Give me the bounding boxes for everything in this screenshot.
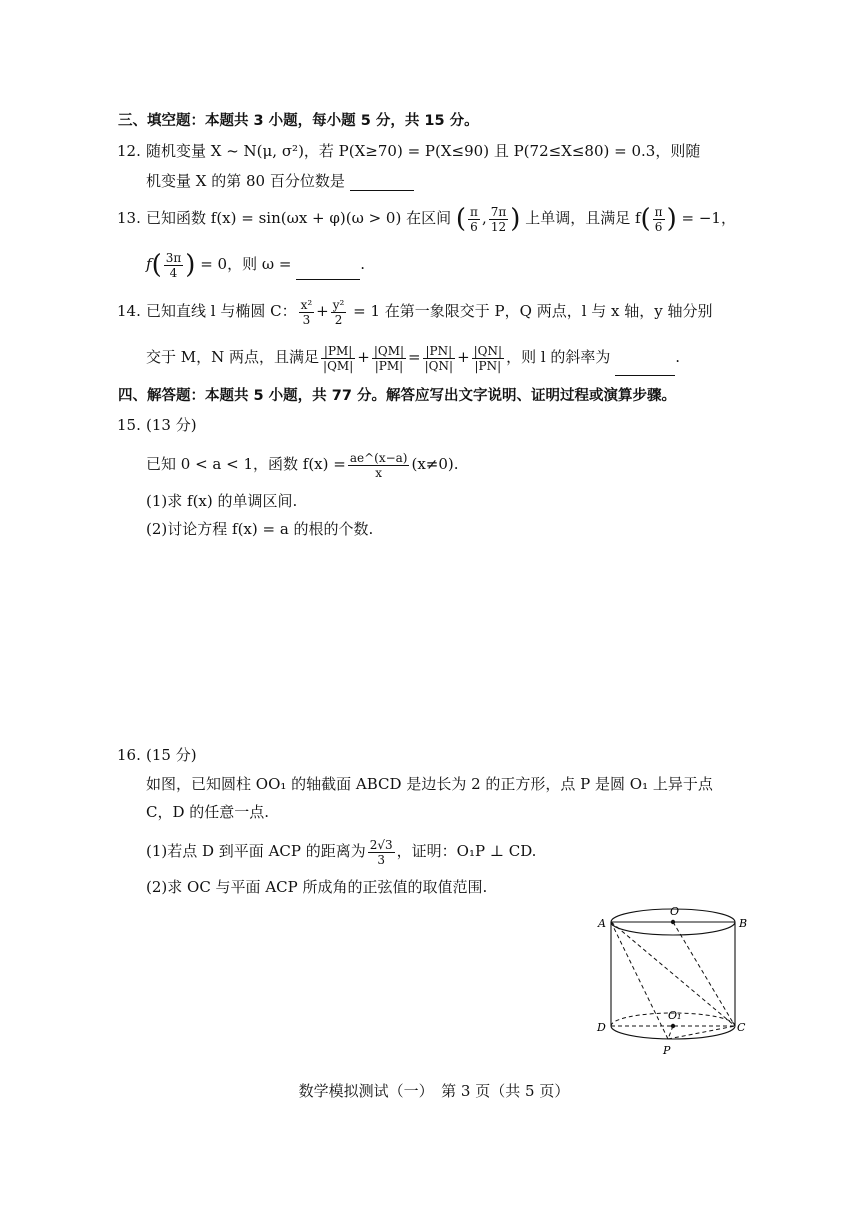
q15-part1: (1)求 f(x) 的单调区间.: [146, 492, 298, 510]
q13-cond1-den: 6: [654, 219, 663, 234]
q13-interval-left-den: 6: [470, 219, 478, 234]
q13-interval-right: [489, 205, 509, 234]
q13-right-paren: ): [510, 204, 521, 234]
q14-text-a: 已知直线 l 与椭圆 C：: [146, 302, 297, 320]
q13-text-b: 上单调，且满足 f: [525, 209, 641, 227]
q14-r2-num: |QM|: [373, 343, 405, 358]
q16-part1-fraction: [368, 838, 395, 867]
q16-part1-den: 3: [377, 852, 386, 867]
label-P: P: [663, 1044, 671, 1057]
q12-answer-blank[interactable]: [350, 174, 414, 191]
q16-part2: (2)求 OC 与平面 ACP 所成角的正弦值的取值范围.: [146, 878, 488, 896]
q13-line2: f( $\frac{3\pi}{4}$ ) = 0，则 ω = .: [146, 250, 365, 280]
q16-stem1: 如图，已知圆柱 OO₁ 的轴截面 ABCD 是边长为 2 的正方形，点 P 是圆 O₁ 上异于点: [146, 775, 713, 793]
q16-part1-num: 2√3: [369, 837, 393, 852]
q14-r1-den: |QM|: [323, 358, 354, 373]
q14-e2-den: 2: [334, 312, 343, 327]
q14-ellipse-x: [299, 298, 315, 327]
q14-r3-den: |QN|: [424, 358, 454, 373]
label-B: B: [739, 917, 748, 930]
q15-number: 15.: [117, 416, 141, 434]
q14-ellipse-y: [331, 298, 347, 327]
q13-cond2-frac: [164, 251, 184, 280]
q14-e2-num: y²: [332, 297, 345, 312]
q14-line2: 交于 M，N 两点，且满足 $\frac{|PM|}{|QM|}$ + $\frac{|QM|}{|PM|}$ = $\frac{|PN|}{|QN|}$ + $\frac{|QN|}{|PN|}$ ，则 l 的斜率为 .: [146, 338, 680, 376]
q13-interval-left: [468, 205, 480, 234]
q13-cond2-den: 4: [169, 265, 178, 280]
q14-ratio1: [321, 344, 355, 373]
q16-score: (15 分): [146, 746, 197, 764]
q14-r3-num: |PN|: [423, 344, 455, 359]
q13-cond2-rparen: ): [185, 250, 196, 280]
q13-interval-left-num: π: [470, 204, 478, 219]
label-A: A: [598, 917, 606, 930]
q14-text-b: = 1 在第一象限交于 P，Q 两点，l 与 x 轴，y 轴分别: [353, 302, 713, 320]
q16-stem2: C，D 的任意一点.: [146, 803, 270, 821]
q13-interval-right-den: 12: [490, 219, 507, 234]
q15-frac-den: x: [375, 465, 383, 480]
q14-r1-num: |PM|: [321, 344, 355, 359]
label-C: C: [737, 1021, 746, 1034]
q14-ratio2: [372, 344, 406, 373]
q15-score: (13 分): [146, 416, 197, 434]
label-O1: O₁: [668, 1009, 682, 1022]
q15-frac-num: ae^(x−a): [349, 450, 408, 465]
segment-AP: [611, 922, 668, 1039]
q15-stem: [146, 447, 459, 481]
q13-cond2-lparen: (: [151, 250, 162, 280]
q14-r4-den: |PN|: [474, 358, 502, 373]
q13-cond1-frac: [653, 205, 665, 234]
q16-part1: [146, 834, 536, 868]
q13-text-a: 已知函数 f(x) = sin(ωx + φ)(ω > 0) 在区间: [146, 209, 452, 227]
label-O: O: [670, 905, 680, 918]
q14-number: 14.: [117, 302, 141, 320]
q14-e1-den: 3: [302, 312, 311, 327]
q12-number: 12.: [117, 142, 141, 160]
q15-stem-a: 已知 0 < a < 1，函数 f(x) =: [146, 455, 346, 473]
q15-part2: (2)讨论方程 f(x) = a 的根的个数.: [146, 520, 374, 538]
q13-line1: 已知函数 f(x) = sin(ωx + φ)(ω > 0) 在区间 ( $\frac{\pi}{6}$ , $\frac{7\pi}{12}$ ) 上单调，且满足 f( $\frac{\pi}{6}$ ) = −1，: [146, 204, 736, 234]
q13-cond2-num: 3π: [165, 250, 182, 265]
q13-answer-blank[interactable]: [296, 263, 360, 280]
q15-stem-b: (x≠0).: [411, 455, 459, 473]
q14-line1: 已知直线 l 与椭圆 C： $\frac{\text{x²}}{3}$ + $\frac{\text{y²}}{2}$ = 1 在第一象限交于 P，Q 两点，l 与 x 轴，y 轴分别: [146, 297, 713, 327]
q14-text-c: 交于 M，N 两点，且满足: [146, 348, 320, 366]
q14-r2-den: |PM|: [374, 358, 404, 373]
q14-r4-num: |QN|: [473, 343, 503, 358]
q15-fraction: [348, 451, 410, 480]
segment-OC: [673, 922, 735, 1026]
q12-line1: 随机变量 X ~ N(μ, σ²)，若 P(X≥70) = P(X≤90) 且 P(72≤X≤80) = 0.3，则随: [146, 142, 701, 160]
q14-e1-num: x²: [300, 297, 313, 312]
label-D: D: [597, 1021, 606, 1034]
q12-line2-text: 机变量 X 的第 80 百分位数是: [146, 172, 345, 190]
page-footer: 数学模拟测试（一） 第 3 页（共 5 页）: [298, 1082, 570, 1100]
q13-cond1-num: π: [654, 204, 663, 219]
section-4-title: 四、解答题：本题共 5 小题，共 77 分。解答应写出文字说明、证明过程或演算步骤。: [118, 388, 676, 404]
q16-part1-b: ，证明：O₁P ⊥ CD.: [396, 842, 537, 860]
point-O1: [671, 1024, 675, 1028]
q13-cond1-lparen: (: [640, 204, 651, 234]
cylinder-figure: [596, 900, 756, 1062]
q13-interval-right-num: 7π: [490, 204, 507, 219]
q13-cond1-rparen: ): [666, 204, 677, 234]
point-O: [671, 920, 675, 924]
q12-line2: [146, 171, 414, 191]
q13-number: 13.: [117, 209, 141, 227]
q14-ratio3: [423, 344, 455, 373]
q13-cond1-val: = −1，: [681, 209, 736, 227]
q13-left-paren: (: [455, 204, 467, 234]
q16-number: 16.: [117, 746, 141, 764]
q14-text-d: ，则 l 的斜率为: [506, 348, 611, 366]
q14-answer-blank[interactable]: [615, 359, 675, 376]
q13-cond2-val: = 0，则 ω =: [200, 255, 292, 273]
q13-f-label: f: [146, 255, 152, 273]
q16-part1-a: (1)若点 D 到平面 ACP 的距离为: [146, 842, 366, 860]
q14-ratio4: [472, 344, 504, 373]
section-3-title: 三、填空题：本题共 3 小题，每小题 5 分，共 15 分。: [118, 113, 479, 129]
